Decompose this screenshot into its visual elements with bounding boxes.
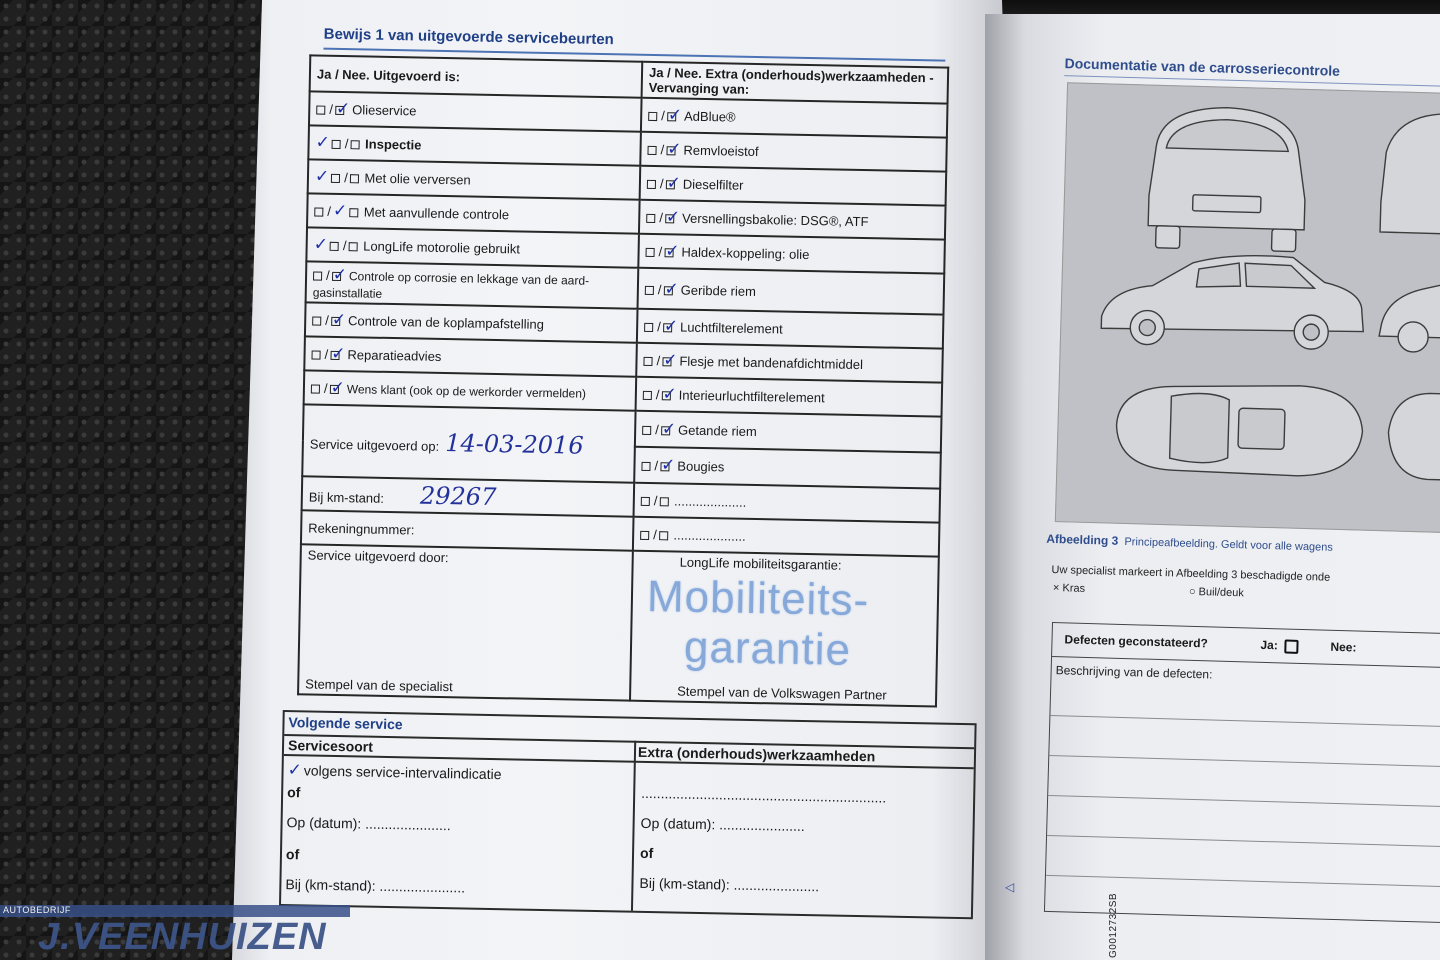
item-label: Olieservice	[352, 102, 417, 119]
column-divider	[631, 741, 636, 911]
checklist-item: / ✓ Bougies	[634, 447, 941, 489]
item-label: Luchtfilterelement	[679, 319, 783, 337]
item-label: Remvloeistof	[683, 142, 759, 160]
check-mark-icon: ✓	[330, 377, 346, 399]
item-label: Controle van de koplampafstelling	[347, 313, 545, 332]
item-label: ....................	[673, 492, 747, 510]
check-mark-icon: ✓	[662, 350, 678, 371]
interval-label: volgens service-intervalindicatie	[303, 762, 502, 783]
interval-option[interactable]	[287, 760, 501, 784]
checkbox-yes[interactable]	[311, 350, 320, 359]
item-label: ....................	[673, 526, 746, 544]
checkbox-yes[interactable]	[642, 426, 651, 435]
checkbox-yes[interactable]	[647, 180, 656, 189]
defects-form	[1044, 622, 1440, 923]
legend-dent: ○ Buil/deuk	[1188, 585, 1245, 600]
checkbox-no[interactable]	[350, 174, 359, 183]
car-diagram	[1055, 82, 1440, 533]
partner-stamp-cell	[630, 551, 939, 707]
km-label: Bij km-stand:	[308, 489, 385, 506]
service-checklist-table	[297, 54, 949, 707]
service-record-form	[272, 20, 1010, 954]
checkbox-yes[interactable]	[331, 174, 340, 183]
header-performed: Ja / Nee. Uitgevoerd is:	[310, 55, 643, 97]
check-mark-icon: ✓	[287, 760, 303, 781]
checkbox-yes[interactable]	[641, 496, 650, 505]
body-inspection-page	[1035, 50, 1440, 960]
item-label: Getande riem	[677, 422, 757, 440]
next-service-title: Volgende service	[288, 714, 403, 733]
defects-description-label: Beschrijving van de defecten:	[1055, 663, 1213, 682]
check-mark-icon: ✓	[331, 343, 346, 365]
checklist-item: / ✓ Luchtfilterelement	[637, 309, 944, 349]
writing-line[interactable]	[1049, 755, 1440, 767]
checklist-item: / ✓ Geribde riem	[638, 268, 945, 315]
check-mark-icon: ✓	[314, 166, 330, 187]
or-label: of	[285, 846, 300, 863]
or-label: of	[287, 784, 301, 801]
item-label: Inspectie	[364, 136, 422, 153]
check-mark-icon: ✓	[661, 419, 677, 440]
item-label: LongLife motorolie gebruikt	[363, 238, 521, 257]
checklist-item: / ✓ Flesje met bandenafdichtmiddel	[636, 343, 943, 383]
check-mark-icon: ✓	[663, 316, 679, 337]
checkbox-yes[interactable]	[311, 384, 320, 393]
writing-line[interactable]	[1048, 795, 1440, 807]
checklist-item: / ✓ Getande riem	[635, 411, 942, 453]
writing-line[interactable]	[1046, 875, 1440, 887]
dealer-watermark	[0, 902, 350, 960]
figure-caption	[1046, 532, 1333, 554]
item-label: Met aanvullende controle	[363, 204, 510, 223]
next-service-section	[279, 710, 977, 919]
checklist-item: / ✓ Olieservice	[309, 91, 642, 131]
no-label: Nee:	[1330, 639, 1357, 655]
item-label: Wens klant (ook op de werkorder vermelden)	[346, 382, 587, 401]
next-date-field[interactable]: Op (datum): ......................	[286, 814, 451, 834]
extra-km-field[interactable]: Bij (km-stand): ......................	[639, 874, 820, 895]
checkbox-no[interactable]	[659, 497, 668, 506]
watermark-subtitle: AUTOBEDRIJF	[3, 905, 71, 915]
checklist-item: / ✓ Interieurluchtfilterelement	[636, 377, 943, 417]
body-inspection-title: Documentatie van de carrosseriecontrole	[1064, 55, 1341, 79]
writing-line[interactable]	[1047, 835, 1440, 847]
checkbox-yes[interactable]	[316, 106, 325, 115]
mobility-stamp-line2: garantie	[683, 622, 852, 675]
checkbox-yes[interactable]	[332, 140, 341, 149]
service-date-cell	[302, 404, 635, 482]
checklist-item: / ✓ Dieselfilter	[640, 166, 947, 206]
defects-question: Defecten geconstateerd?	[1064, 632, 1209, 651]
car-outline-icon	[1056, 83, 1440, 534]
checkbox-yes[interactable]	[645, 285, 654, 294]
checklist-item: / ✓ AdBlue®	[641, 98, 948, 138]
mobility-stamp-line1: Mobiliteits-	[646, 571, 870, 626]
check-mark-icon: ✓	[665, 207, 681, 228]
item-label: Controle op corrosie en lekkage van de aard-gasinstallatie	[312, 269, 590, 301]
item-label: Versnellingsbakolie: DSG®, ATF	[682, 210, 869, 230]
service-date-handwritten[interactable]: 14-03-2016	[444, 429, 584, 460]
checklist-item: / ✓ Reparatieadvies	[304, 336, 637, 376]
checklist-item: / ✓ Controle op corrosie en lekkage van de aard-gasinstallatie	[306, 261, 639, 308]
checklist-item: / ....................	[633, 517, 940, 557]
triangle-marker-icon: ◁	[1005, 880, 1015, 894]
item-label: Dieselfilter	[682, 176, 744, 193]
page-title: Bewijs 1 van uitgevoerde servicebeurten	[323, 25, 614, 49]
item-label: Interieurluchtfilterelement	[678, 387, 825, 406]
next-km-field[interactable]: Bij (km-stand): ......................	[285, 876, 466, 896]
extra-date-field[interactable]: Op (datum): ......................	[640, 814, 805, 835]
check-mark-icon: ✓	[332, 264, 348, 286]
check-mark-icon: ✓	[313, 234, 329, 255]
checklist-item: / ✓ Haldex-koppeling: olie	[638, 234, 945, 274]
service-type-header: Servicesoort	[287, 737, 374, 755]
check-mark-icon: ✓	[331, 309, 347, 331]
service-date-label: Service uitgevoerd op:	[309, 436, 440, 454]
item-label: Met olie verversen	[364, 170, 471, 188]
checklist-item: / ✓ Remvloeistof	[640, 132, 947, 172]
specialist-stamp-label: Stempel van de specialist	[305, 676, 453, 695]
item-label: Bougies	[677, 458, 725, 475]
legend-scratch: × Kras	[1052, 582, 1086, 595]
invoice-label: Rekeningnummer:	[308, 519, 415, 537]
checkbox-yes[interactable]	[313, 271, 322, 280]
checkbox-yes[interactable]	[312, 316, 321, 325]
partner-stamp-label: Stempel van de Volkswagen Partner	[677, 683, 887, 703]
figure-number: Afbeelding 3	[1046, 531, 1119, 548]
checkbox-no[interactable]	[350, 140, 359, 149]
check-mark-icon: ✓	[660, 455, 676, 476]
check-mark-icon: ✓	[664, 278, 679, 300]
checkbox-yes[interactable]	[646, 248, 655, 257]
check-mark-icon: ✓	[667, 105, 683, 126]
yes-label: Ja:	[1260, 637, 1279, 653]
checkbox-yes[interactable]	[641, 462, 650, 471]
checkbox-yes[interactable]	[646, 214, 655, 223]
watermark-name: J.VEENHUIZEN	[38, 916, 327, 958]
defects-yes-checkbox[interactable]	[1284, 640, 1298, 654]
header-extra-work: Ja / Nee. Extra (onderhouds)werkzaamheden - Vervanging van:	[642, 62, 949, 104]
item-label: Haldex-koppeling: olie	[681, 244, 810, 263]
checkbox-yes[interactable]	[643, 391, 652, 400]
table-row	[298, 544, 939, 706]
extra-work-field[interactable]: ...............................................................	[641, 784, 887, 806]
checkbox-yes[interactable]	[314, 208, 323, 217]
extra-work-header: Extra (onderhouds)werkzaamheden	[637, 743, 876, 765]
checklist-item: ✓ / LongLife motorolie gebruikt	[306, 227, 639, 267]
checklist-item: / ✓ Versnellingsbakolie: DSG®, ATF	[639, 200, 946, 240]
writing-line[interactable]	[1050, 715, 1440, 727]
check-mark-icon: ✓	[662, 384, 677, 405]
check-mark-icon: ✓	[332, 200, 348, 222]
checkbox-yes[interactable]	[330, 242, 339, 251]
longlife-label: LongLife mobiliteitsgarantie:	[679, 554, 842, 573]
check-mark-icon: ✓	[335, 98, 351, 120]
checklist-item: ✓ / Met olie verversen	[308, 159, 641, 199]
check-mark-icon: ✓	[667, 139, 682, 160]
check-mark-icon: ✓	[315, 132, 331, 153]
specialist-stamp-cell	[298, 544, 633, 700]
checklist-item: ✓ / Inspectie	[308, 125, 641, 165]
check-mark-icon: ✓	[665, 241, 680, 262]
item-label: Reparatieadvies	[347, 347, 442, 364]
checkbox-yes[interactable]	[644, 323, 653, 332]
checklist-item: / ....................	[634, 483, 941, 523]
figure-caption-text: Principeafbeelding. Geldt voor alle wagens	[1124, 535, 1334, 554]
km-handwritten[interactable]: 29267	[419, 481, 497, 512]
marking-instructions: Uw specialist markeert in Afbeelding 3 beschadigde onde	[1051, 563, 1331, 584]
checkbox-yes[interactable]	[647, 146, 656, 155]
checkbox-no[interactable]	[349, 208, 358, 217]
checkbox-yes[interactable]	[640, 530, 649, 539]
document-code: G0012732SB	[1108, 892, 1119, 958]
checkbox-no[interactable]	[659, 531, 668, 540]
check-mark-icon: ✓	[666, 173, 681, 194]
checkbox-yes[interactable]	[648, 112, 657, 121]
checklist-item: / ✓ Wens klant (ook op de werkorder vermelden)	[304, 370, 637, 410]
checkbox-no[interactable]	[348, 242, 357, 251]
item-label: Flesje met bandenafdichtmiddel	[679, 353, 864, 373]
or-label: of	[639, 844, 654, 862]
checkbox-yes[interactable]	[643, 357, 652, 366]
performed-by-label: Service uitgevoerd door:	[307, 547, 449, 566]
defects-header	[1052, 623, 1440, 668]
item-label: Geribde riem	[680, 282, 757, 299]
item-label: AdBlue®	[683, 108, 736, 125]
checklist-item: /✓ Met aanvullende controle	[307, 193, 640, 233]
checklist-item: / ✓ Controle van de koplampafstelling	[305, 302, 638, 342]
